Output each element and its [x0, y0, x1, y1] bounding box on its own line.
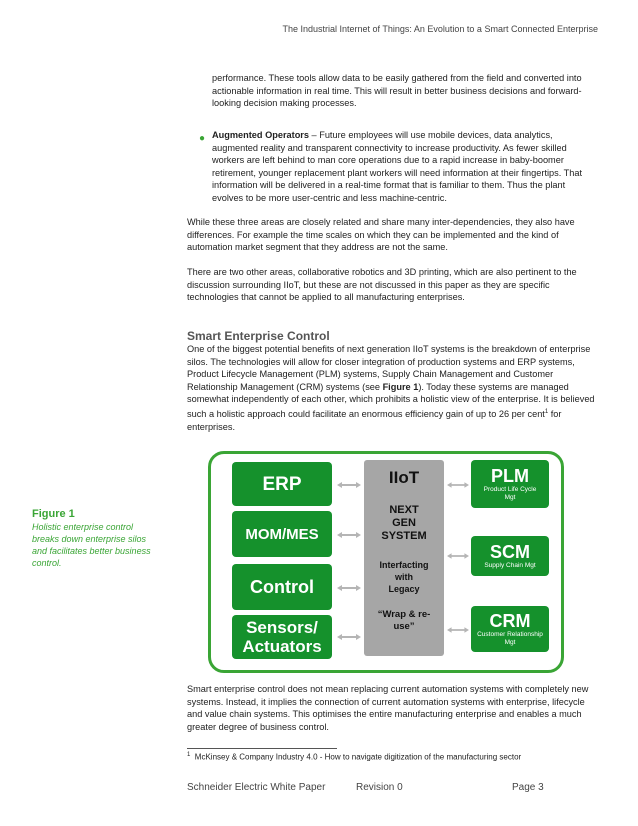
iiot-next-gen-system	[364, 460, 444, 656]
bullet-augmented-operators	[212, 129, 595, 205]
figure-caption: Holistic enterprise control breaks down enterprise silos and facilitates better business control.	[32, 522, 151, 568]
double-arrow-icon	[447, 482, 469, 488]
double-arrow-icon	[447, 553, 469, 559]
wrap-reuse-label: “Wrap & re- use”	[377, 609, 431, 632]
footer-page-number: Page 3	[512, 782, 544, 793]
closing-paragraph: Smart enterprise control does not mean replacing current automation systems with completely new systems. Instead, it implies the connection of current automation systems with enterprise, lifecycle and value chain systems. This optimises the entire manufacturing enterprise and enables a much greater degree of business control.	[187, 684, 589, 732]
bullet-title: Augmented Operators	[212, 130, 309, 140]
bullet-icon: ●	[199, 133, 206, 144]
footnote-rule	[187, 748, 337, 749]
interfacing-legacy-label: Interfacting with Legacy	[379, 560, 429, 594]
footnote	[187, 752, 521, 762]
crm-box	[471, 606, 549, 652]
section-paragraph	[187, 343, 595, 433]
control-label: Control	[250, 576, 314, 597]
section-heading: Smart Enterprise Control	[187, 329, 330, 343]
double-arrow-icon	[337, 585, 361, 591]
sensors-actuators-box	[232, 615, 332, 659]
enterprise-diagram	[208, 451, 564, 673]
double-arrow-icon	[337, 532, 361, 538]
section-text-b: ). Today these systems are managed somewhat independently of each other, which prohibits a holistic view of the enterprise. It is believed such a holistic approach could facilitate an enormous efficiency gain of up to 26 per cent	[187, 381, 595, 420]
paragraph-performance: performance. These tools allow data to be easily gathered from the field and converted into actionable information in real time. This will result in better business decisions and forward-looking decision making processes.	[212, 73, 582, 109]
scm-subtitle: Supply Chain Mgt	[484, 562, 536, 569]
double-arrow-icon	[447, 627, 469, 633]
iiot-title: IIoT	[388, 468, 420, 487]
footer-revision: Revision 0	[356, 782, 403, 793]
control-box	[232, 564, 332, 610]
plm-box	[471, 460, 549, 508]
erp-box	[232, 462, 332, 506]
crm-title: CRM	[489, 611, 531, 631]
mom-mes-label: MOM/MES	[245, 525, 319, 543]
paragraph-other-areas: There are two other areas, collaborative robotics and 3D printing, which are also pertinent to the discussion surrounding IIoT, but these are not discussed in this paper as they are specific technologies that cannot be applied to all manufacturing enterprises.	[187, 267, 577, 303]
next-gen-system-label: NEXT GEN SYSTEM	[381, 504, 427, 542]
figure-reference: Figure 1	[382, 381, 419, 392]
paragraph-inter-dependencies: While these three areas are closely related and share many inter-dependencies, they also have differences. For example the time scales on which they can be implemented and the kind of automation market segment that they address are not the same.	[187, 217, 575, 253]
mom-mes-box	[232, 511, 332, 557]
section-text-c: for enterprises.	[187, 409, 562, 432]
scm-title: SCM	[490, 542, 530, 562]
section-text-a: One of the biggest potential benefits of next generation IIoT systems is the breakdown of enterprise silos. The technologies will allow for closer integration of production systems and ERP systems, Product Lifecycle Management (PLM) systems, Supply Chain Management and Customer Relationship Management (CRM) systems (see	[187, 344, 591, 392]
footnote-text: McKinsey & Company Industry 4.0 - How to navigate digitization of the manufacturing sector	[194, 752, 522, 762]
double-arrow-icon	[337, 634, 361, 640]
crm-subtitle: Customer Relationship Mgt	[477, 631, 543, 646]
running-header: The Industrial Internet of Things: An Evolution to a Smart Connected Enterprise	[282, 24, 598, 34]
sensors-actuators-label: Sensors/ Actuators	[242, 618, 322, 656]
double-arrow-icon	[337, 482, 361, 488]
scm-box	[471, 536, 549, 576]
plm-subtitle: Product Life Cycle Mgt	[483, 486, 537, 501]
plm-title: PLM	[491, 466, 529, 486]
footnote-marker: 1	[544, 408, 549, 415]
bullet-text: – Future employees will use mobile devices, data analytics, augmented reality and transparent connectivity to increase productivity. As fewer skilled workers are left behind to man core operations due to a rapid increase in baby-boomer retirement, younger replacement plant workers will need information at their fingertips. That information will be delivered in a real-time format that is familiar to them. Thus the plant evolves to be more user-centric and less machine-centric.	[212, 130, 583, 203]
footnote-number: 1	[187, 752, 191, 758]
footer-publisher: Schneider Electric White Paper	[187, 782, 326, 793]
figure-title: Figure 1	[32, 508, 75, 520]
erp-label: ERP	[262, 473, 302, 495]
